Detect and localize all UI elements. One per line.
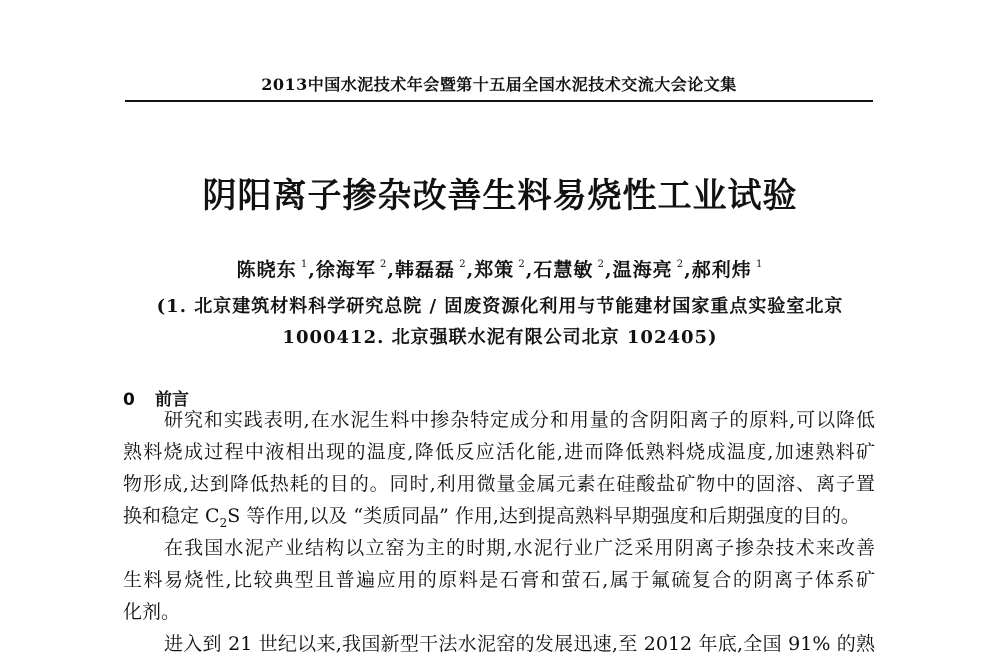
- author-affiliation-mark: 1: [751, 258, 764, 270]
- author-separator: ,: [387, 259, 396, 281]
- paragraph-1-line-4-a: 换和稳定 C: [123, 505, 220, 527]
- paragraph-1-line-2: 熟料烧成过程中液相出现的温度,降低反应活化能,进而降低熟料烧成温度,加速熟料矿: [123, 441, 875, 463]
- section-number: 0: [123, 390, 135, 410]
- running-header: 2013中国水泥技术年会暨第十五届全国水泥技术交流大会论文集: [261, 75, 737, 94]
- header-rule: [125, 100, 873, 102]
- author-affiliation-mark: 2: [514, 258, 526, 270]
- author-name: 石慧敏: [533, 259, 594, 281]
- author-separator: ,: [308, 259, 316, 281]
- author-name: 郑策: [474, 259, 515, 281]
- section-title: 前言: [155, 390, 189, 410]
- affiliation-line-2: 1000412. 北京强联水泥有限公司北京 102405): [282, 327, 718, 348]
- author-name: 郝利炜: [691, 259, 752, 281]
- author-separator: ,: [684, 259, 692, 281]
- author-name: 温海亮: [612, 259, 673, 281]
- author-separator: ,: [466, 259, 475, 281]
- author-name: 陈晓东: [236, 259, 297, 281]
- paragraph-1-line-1: 研究和实践表明,在水泥生料中掺杂特定成分和用量的含阴阳离子的原料,可以降低: [164, 409, 875, 431]
- paragraph-2-line-2: 生料易烧性,比较典型且普遍应用的原料是石膏和萤石,属于氟硫复合的阴离子体系矿: [123, 569, 875, 591]
- paragraph-2-line-3: 化剂。: [123, 601, 181, 623]
- paragraph-3-line-1: 进入到 21 世纪以来,我国新型干法水泥窑的发展迅速,至 2012 年底,全国 91% 的熟: [164, 633, 875, 655]
- author-affiliation-mark: 2: [672, 258, 685, 270]
- paragraph-1-line-4-b: S 等作用,以及 “类质同晶” 作用,达到提高熟料早期强度和后期强度的目的。: [227, 505, 860, 527]
- paragraph-1-line-4: [123, 500, 875, 532]
- paragraph-1-line-3: 物形成,达到降低热耗的目的。同时,利用微量金属元素在硅酸盐矿物中的固溶、离子置: [123, 473, 875, 495]
- author-separator: ,: [525, 259, 534, 281]
- article-title: 阴阳离子掺杂改善生料易烧性工业试验: [202, 176, 798, 216]
- c2s-subscript: 2: [219, 515, 228, 530]
- affiliation-line-1: (1. 北京建筑材料科学研究总院 / 固废资源化利用与节能建材国家重点实验室北京: [156, 296, 844, 317]
- author-affiliation-mark: 2: [455, 258, 467, 270]
- author-separator: ,: [604, 259, 613, 281]
- body-text: [123, 404, 875, 660]
- paragraph-2-line-1: 在我国水泥产业结构以立窑为主的时期,水泥行业广泛采用阴离子掺杂技术来改善: [164, 537, 875, 559]
- author-name: 徐海军: [315, 259, 376, 281]
- author-name: 韩磊磊: [395, 259, 456, 281]
- author-affiliation-mark: 2: [375, 258, 388, 270]
- author-list: [0, 255, 1000, 282]
- author-affiliation-mark: 1: [296, 258, 309, 270]
- author-affiliation-mark: 2: [593, 258, 605, 270]
